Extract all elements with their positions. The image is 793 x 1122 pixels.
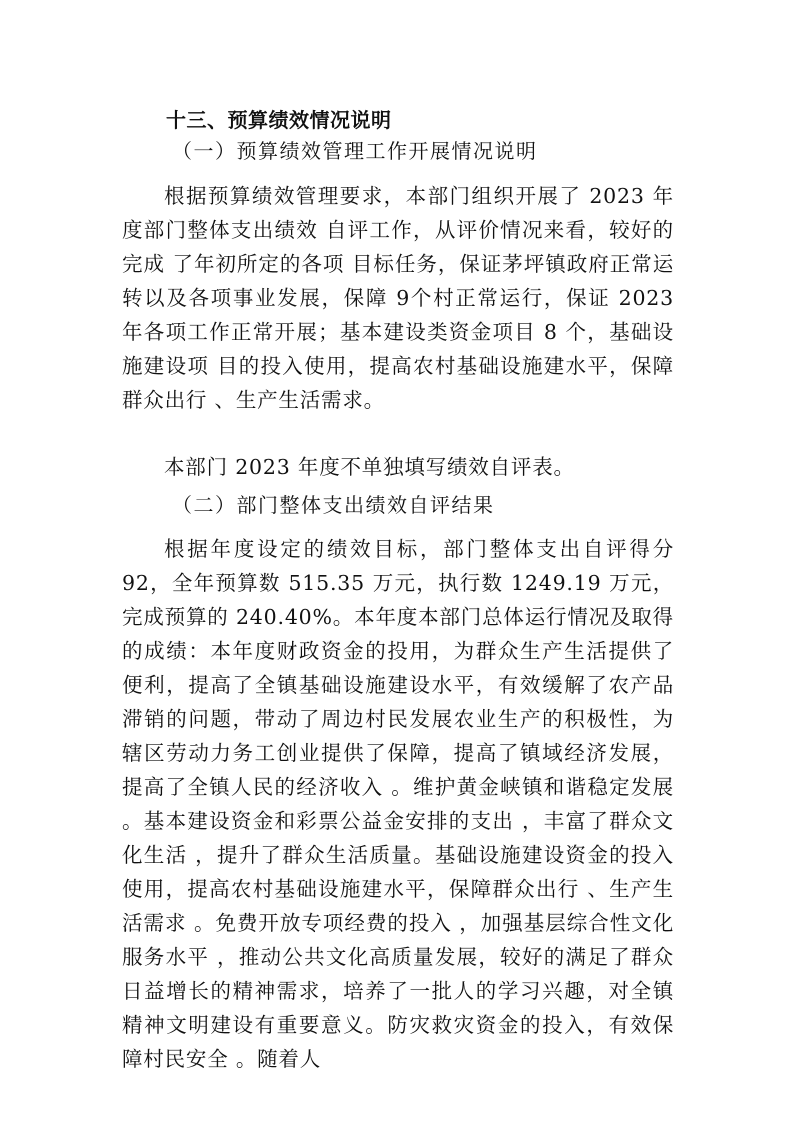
subsection-title-1: （一）预算绩效管理工作开展情况说明 — [172, 139, 538, 163]
paragraph-1: 根据预算绩效管理要求，本部门组织开展了 2023 年度部门整体支出绩效 自评工作，从评价情况来看，较好的完成 了年初所定的各项 目标任务，保证茅坪镇政府正常运转以及各项事业发展，保障 9个村正常运行，保证 2023 年各项工作正常开展；基本建设类资金项目 8 个，基础设施建设项 目的投入使用，提高农村基础设施建水平，保障群众出行 、生产生活需求。 — [122, 184, 674, 412]
section-title: 十三、预算绩效情况说明 — [166, 108, 392, 132]
paragraph-3: 根据年度设定的绩效目标，部门整体支出自评得分 92，全年预算数 515.35 万元，执行数 1249.19 万元，完成预算的 240.40%。本年度本部门总体运行情况及取得的成绩：本年度财政资金的投用，为群众生产生活提供了便利，提高了全镇基础设施建设水平，有效缓解了农产品滞销的问题，带动了周边村民发展农业生产的积极性，为辖区劳动力务工创业提供了保障，提高了镇域经济发展，提高了全镇人民的经济收入 。维护黄金峡镇和谐稳定发展 。基本建设资金和彩票公益金安排的支出 ，丰富了群众文化生活 ，提升了群众生活质量。基础设施建设资金的投入使用，提高农村基础设施建水平，保障群众出行 、生产生活需求 。免费开放专项经费的投入 ，加强基层综合性文化服务水平 ，推动公共文化高质量发展，较好的满足了群众 日益增长的精神需求，培养了一批人的学习兴趣，对全镇精神文明建设有重要意义。防灾救灾资金的投入，有效保障村民安全 。随着人 — [122, 537, 674, 1071]
subsection-title-2: （二）部门整体支出绩效自评结果 — [172, 493, 495, 517]
paragraph-2: 本部门 2023 年度不单独填写绩效自评表。 — [164, 455, 575, 479]
